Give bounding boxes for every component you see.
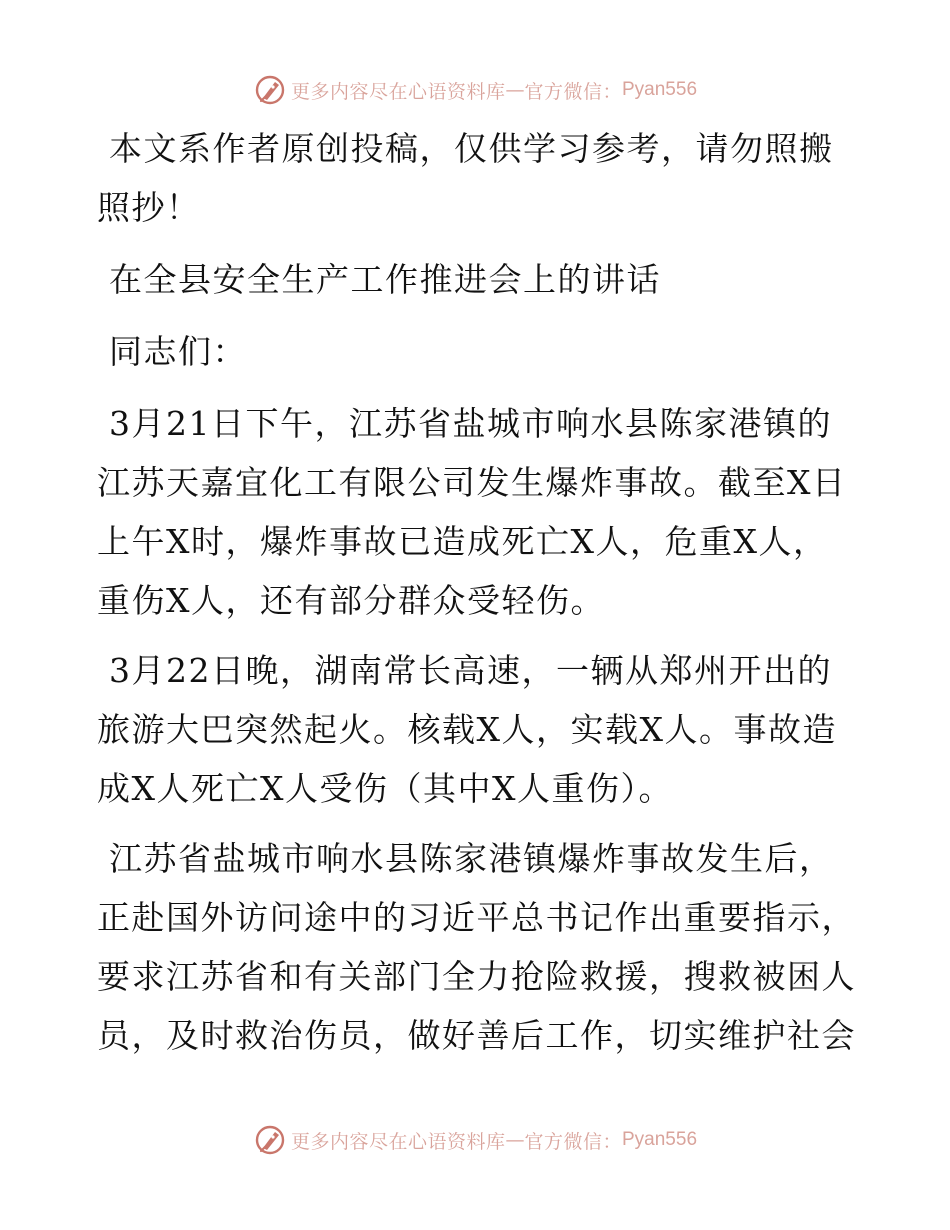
paragraph-2: 3月22日晚，湖南常长高速，一辆从郑州开出的旅游大巴突然起火。核载X人，实载X人。事故造成X人死亡X人受伤（其中X人重伤）。 (97, 651, 837, 808)
watermark-official-label: 官方微信： (524, 80, 622, 103)
pen-nib-circle-icon (253, 73, 287, 107)
header-watermark (0, 70, 950, 110)
greeting: 同志们： (109, 332, 247, 371)
watermark-separator: — (505, 1129, 525, 1151)
watermark-text: 更多内容尽在心语资料库 (290, 1130, 506, 1153)
paragraph-3: 江苏省盐城市响水县陈家港镇爆炸事故发生后，正赴国外访问途中的习近平总书记作出重要指示，要求江苏省和有关部门全力抢险救援，搜救被困人员，及时救治伤员，做好善后工作，切实维护社会 (97, 839, 856, 1055)
footer-watermark (0, 1120, 950, 1160)
watermark-official-label: 官方微信： (524, 1130, 622, 1153)
document-body (97, 119, 857, 1065)
watermark-text: 更多内容尽在心语资料库 (290, 80, 506, 103)
pen-nib-circle-icon (253, 1123, 287, 1157)
watermark-separator: — (505, 79, 525, 101)
speech-title: 在全县安全生产工作推进会上的讲话 (109, 260, 661, 299)
copyright-notice: 本文系作者原创投稿，仅供学习参考，请勿照搬照抄！ (97, 129, 834, 227)
watermark-wechat-id: Pyan556 (622, 1129, 698, 1150)
paragraph-1: 3月21日下午，江苏省盐城市响水县陈家港镇的江苏天嘉宜化工有限公司发生爆炸事故。截至X日上午X时，爆炸事故已造成死亡X人，危重X人，重伤X人，还有部分群众受轻伤。 (97, 404, 847, 620)
watermark-wechat-id: Pyan556 (622, 79, 698, 100)
